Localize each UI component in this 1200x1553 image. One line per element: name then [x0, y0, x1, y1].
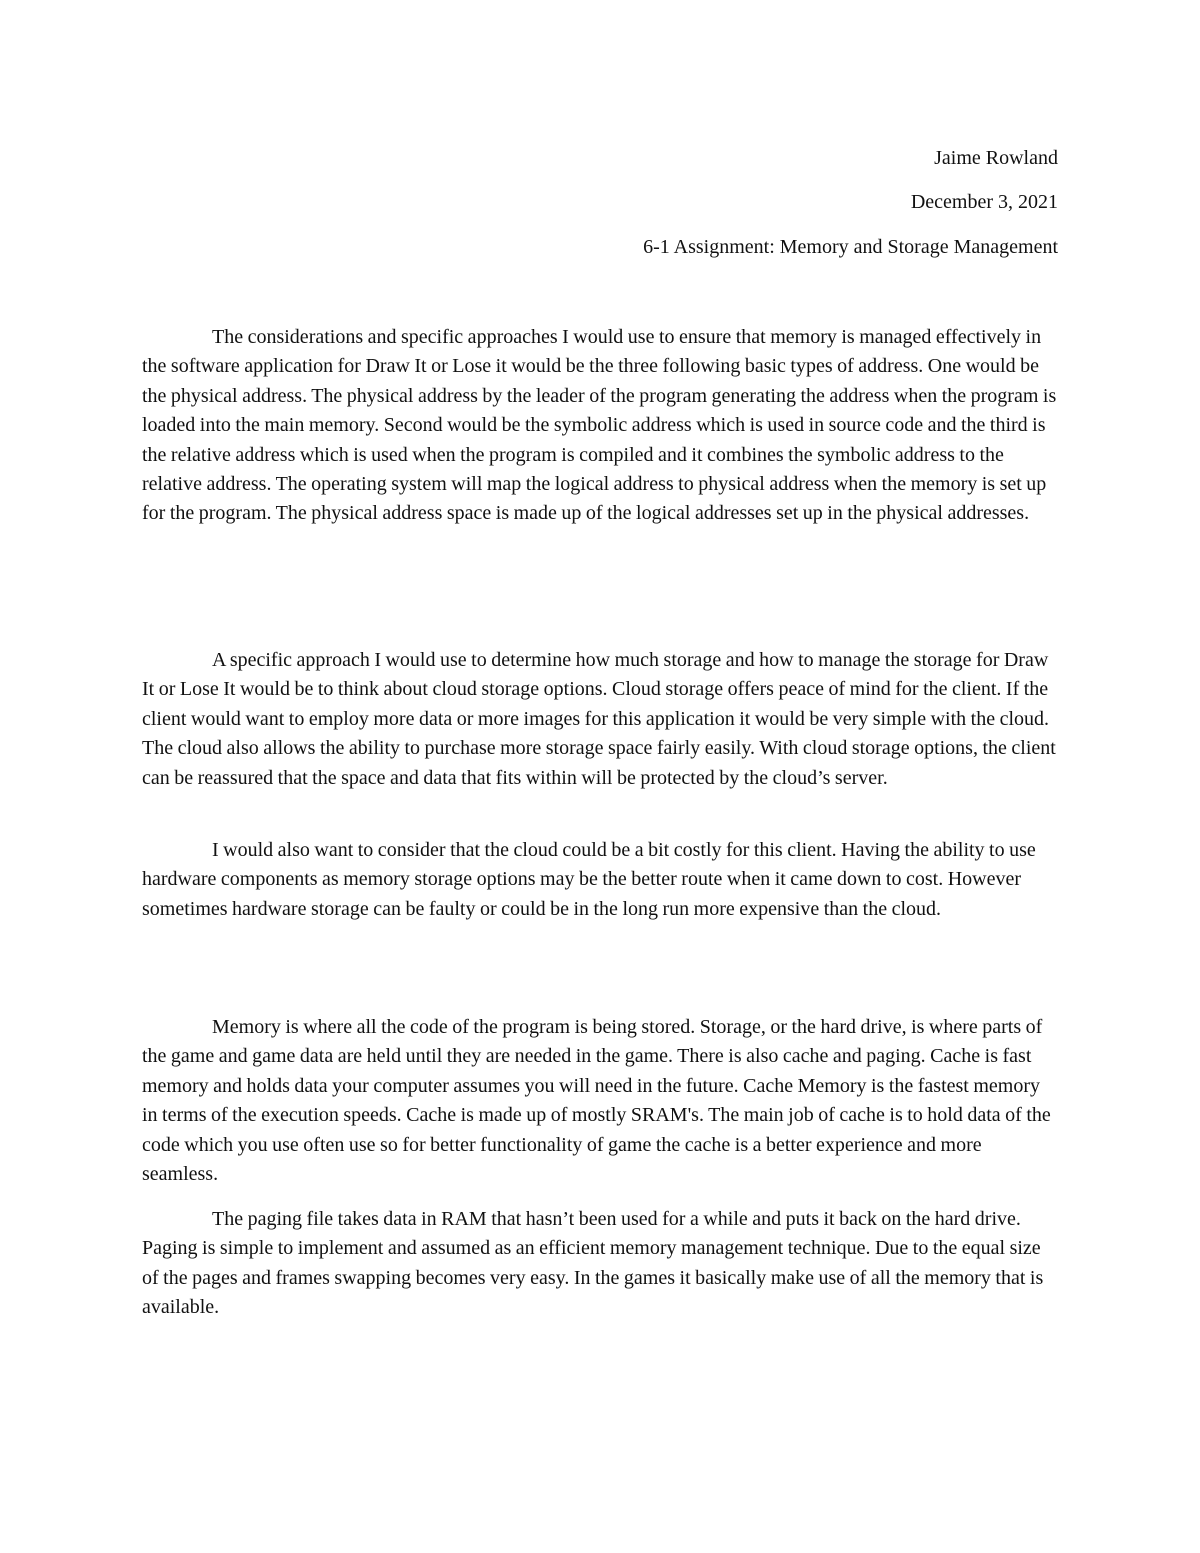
paragraph-memory-cache: Memory is where all the code of the program is being stored. Storage, or the hard drive, is where parts of the game and game data are held until they are needed in the game. There is also cache and paging. Cache is fast memory and holds data your computer assumes you will need in the future. Cache Memory is the fastest memory in terms of the execution speeds. Cache is made up of mostly SRAM's. The main job of cache is to hold data of the code which you use often use so for better functionality of game the cache is a better experience and more seamless. — [142, 1016, 1051, 1186]
document-date: December 3, 2021 — [910, 191, 1058, 213]
paragraph-hardware-cost: I would also want to consider that the cloud could be a bit costly for this client. Having the ability to use hardware components as memory storage options may be the better route when it came down to cost. However sometimes hardware storage can be faulty or could be in the long run more expensive than the cloud. — [142, 839, 1036, 920]
paragraph-cloud-storage: A specific approach I would use to determine how much storage and how to manage the storage for Draw It or Lose It would be to think about cloud storage options. Cloud storage offers peace of mind for the client. If the client would want to employ more data or more images for this application it would be very simple with the cloud. The cloud also allows the ability to purchase more storage space fairly easily. With cloud storage options, the client can be reassured that the space and data that fits within will be protected by the cloud’s server. — [142, 649, 1056, 789]
assignment-title: 6-1 Assignment: Memory and Storage Management — [643, 236, 1058, 258]
paragraph-paging: The paging file takes data in RAM that hasn’t been used for a while and puts it back on the hard drive. Paging is simple to implement and assumed as an efficient memory management technique. Due to the equal size of the pages and frames swapping becomes very easy. In the games it basically make use of all the memory that is available. — [142, 1208, 1044, 1319]
paragraph-memory-address-types: The considerations and specific approaches I would use to ensure that memory is managed effectively in the software application for Draw It or Lose it would be the three following basic types of address. One would be the physical address. The physical address by the leader of the program generating the address when the program is loaded into the main memory. Second would be the symbolic address which is used in source code and the third is the relative address which is used when the program is compiled and it combines the symbolic address to the relative address. The operating system will map the logical address to physical address when the memory is set up for the program. The physical address space is made up of the logical addresses set up in the physical addresses. — [142, 326, 1057, 525]
author-name: Jaime Rowland — [934, 147, 1058, 169]
